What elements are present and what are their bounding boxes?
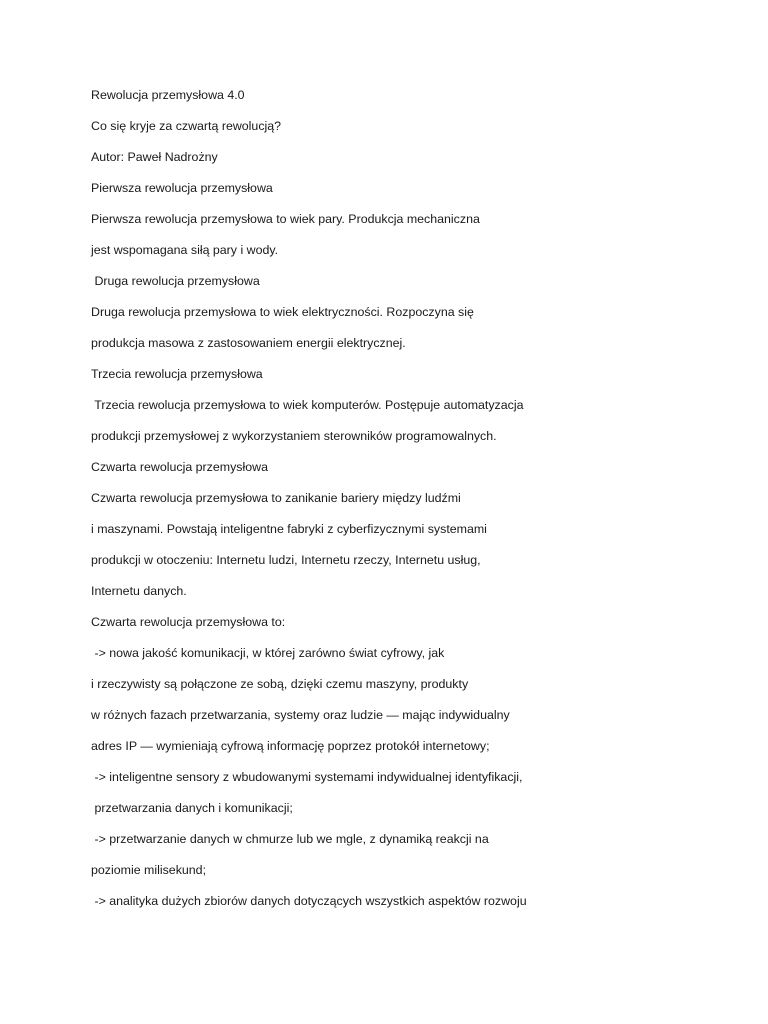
- paragraph-line: Internetu danych.: [91, 584, 187, 598]
- list-item-line: w różnych fazach przetwarzania, systemy oraz ludzie — mając indywidualny: [91, 708, 510, 722]
- document-author: Autor: Paweł Nadrożny: [91, 150, 218, 164]
- paragraph-line: produkcji przemysłowej z wykorzystaniem sterowników programowalnych.: [91, 429, 497, 443]
- paragraph-line: i maszynami. Powstają inteligentne fabryki z cyberfizycznymi systemami: [91, 522, 487, 536]
- list-item-line: -> przetwarzanie danych w chmurze lub we mgle, z dynamiką reakcji na: [91, 832, 489, 846]
- document-body: [91, 83, 711, 920]
- list-item-line: i rzeczywisty są połączone ze sobą, dzięki czemu maszyny, produkty: [91, 677, 469, 691]
- document-title: Rewolucja przemysłowa 4.0: [91, 88, 245, 102]
- paragraph-line: produkcji w otoczeniu: Internetu ludzi, Internetu rzeczy, Internetu usług,: [91, 553, 481, 567]
- section-heading-second-revolution: Druga rewolucja przemysłowa: [91, 274, 260, 288]
- list-item-line: -> inteligentne sensory z wbudowanymi systemami indywidualnej identyfikacji,: [91, 770, 523, 784]
- list-item-line: -> analityka dużych zbiorów danych dotyczących wszystkich aspektów rozwoju: [91, 894, 527, 908]
- list-item-line: przetwarzania danych i komunikacji;: [91, 801, 293, 815]
- paragraph-line: jest wspomagana siłą pary i wody.: [91, 243, 279, 257]
- paragraph-line: Druga rewolucja przemysłowa to wiek elektryczności. Rozpoczyna się: [91, 305, 474, 319]
- paragraph-line: Pierwsza rewolucja przemysłowa to wiek pary. Produkcja mechaniczna: [91, 212, 480, 226]
- section-heading-fourth-revolution: Czwarta rewolucja przemysłowa: [91, 460, 268, 474]
- paragraph-line: Trzecia rewolucja przemysłowa to wiek komputerów. Postępuje automatyzacja: [91, 398, 524, 412]
- list-item-line: poziomie milisekund;: [91, 863, 207, 877]
- section-heading-first-revolution: Pierwsza rewolucja przemysłowa: [91, 181, 273, 195]
- paragraph-line: Czwarta rewolucja przemysłowa to zanikanie bariery między ludźmi: [91, 491, 461, 505]
- section-heading-third-revolution: Trzecia rewolucja przemysłowa: [91, 367, 263, 381]
- document-subtitle: Co się kryje za czwartą rewolucją?: [91, 119, 282, 133]
- paragraph-line: produkcja masowa z zastosowaniem energii elektrycznej.: [91, 336, 406, 350]
- list-item-line: -> nowa jakość komunikacji, w której zarówno świat cyfrowy, jak: [91, 646, 445, 660]
- list-item-line: adres IP — wymieniają cyfrową informację poprzez protokół internetowy;: [91, 739, 490, 753]
- list-intro: Czwarta rewolucja przemysłowa to:: [91, 615, 286, 629]
